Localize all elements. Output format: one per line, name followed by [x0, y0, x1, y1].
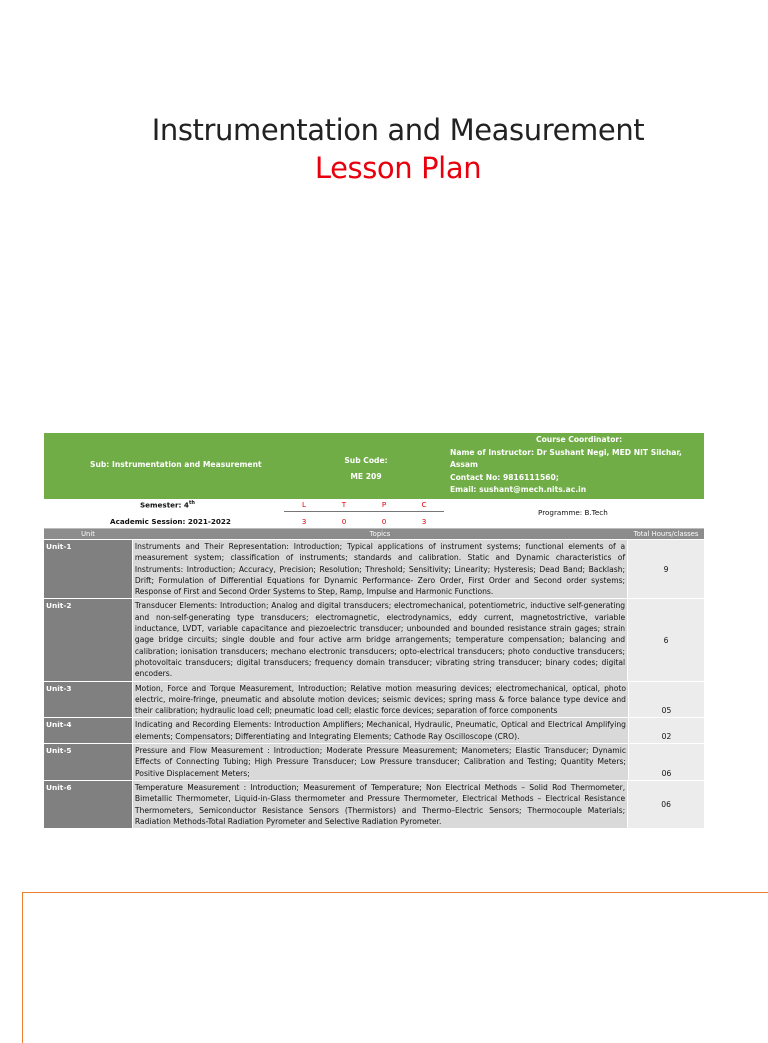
sub-code-block: [344, 453, 388, 485]
ltpc-value-c: 3: [421, 517, 427, 526]
ltpc-label-p: P: [381, 500, 387, 509]
table-header: [44, 529, 704, 539]
instructor-name: Name of Instructor: Dr Sushant Negi, MED NIT Silchar, Assam: [450, 447, 682, 469]
contact-number: Contact No: 9816111560;: [450, 472, 559, 482]
coordinator-block: [450, 434, 704, 497]
topics-cell: Instruments and Their Representation: Introduction; Typical applications of instrument systems; functional elements of a measurement system; classification of instruments; standards and calibration. Static and Dynamic characteristics of Instruments: Introduction; Accuracy, Precision; Resolution; Threshold; Sensitivity; Linearity; Hysteresis; Dead Band; Backlash; Drift; Formulation of Differential Equations for Dynamic Performance- Zero Order, First Order and Second order systems; Response of First and Second Order Systems to Step, Ramp, Impulse and Harmonic Functions.: [132, 540, 627, 598]
ltpc-label-c: C: [421, 500, 427, 509]
topics-cell: Transducer Elements: Introduction; Analog and digital transducers; electromechanical, potentiometric, inductive self-generating and non-self-generating type transducers; electromagnetic, electrodynamics, eddy current, magnetostrictive, variable inductance, LVDT, variable capacitance and piezoelectric transducer; unbounded and bounded resistance strain gages; strain gage bridge circuits; single double and four active arm bridge arrangements; temperature compensation; balancing and calibration; ionisation transducers; mechano electronic transducers; opto-electrical transducers; photo conductive transducers; photovoltaic transducers; digital transducers; frequency domain transducer; vibrating string transducer; binary codes; digital encoders.: [132, 599, 627, 680]
unit-cell: Unit-2: [44, 599, 132, 680]
hours-cell: 06: [627, 781, 704, 828]
email-address: Email: sushant@mech.nits.ac.in: [450, 485, 587, 494]
topics-cell: Indicating and Recording Elements: Introduction Amplifiers; Mechanical, Hydraulic, Pneumatic, Optical and Electrical Amplifying elements; Compensators; Differentiating and Integrating Elements; Cathode Ray Oscilloscope (CRO).: [132, 718, 628, 743]
unit-cell: Unit-4: [44, 718, 132, 743]
sub-code-label: Sub Code:: [344, 456, 388, 465]
table-row: [44, 681, 704, 718]
unit-cell: Unit-1: [44, 540, 132, 598]
decorative-frame: [22, 892, 768, 1043]
ltpc-label-l: L: [301, 500, 306, 509]
lesson-plan-table: [44, 433, 704, 866]
sub-code-value: ME 209: [350, 472, 382, 481]
ltpc-grid: [284, 500, 444, 526]
subject-label: Sub: Instrumentation and Measurement: [90, 460, 262, 469]
column-header-topics: Topics: [369, 530, 391, 538]
unit-cell: Unit-3: [44, 682, 132, 718]
hours-cell: 6: [627, 599, 704, 680]
hours-cell: 05: [628, 682, 704, 718]
document-subtitle: Lesson Plan: [314, 151, 482, 185]
hours-cell: 9: [627, 540, 704, 598]
table-row: [44, 539, 704, 598]
topics-cell: Temperature Measurement : Introduction; Measurement of Temperature; Non Electrical Methods – Solid Rod Thermometer, Bimetallic Thermometer, Liquid-in-Glass thermometer and Pressure Thermometer, Electrical Methods – Electrical Resistance Thermometers, Semiconductor Resistance Sensors (Thermistors) and Thermo–Electric Sensors; Thermocouple Materials; Radiation Methods-Total Radiation Pyrometer and Selective Radiation Pyrometer.: [132, 781, 627, 828]
coordinator-heading: Course Coordinator:: [536, 435, 623, 444]
programme-label: Programme: B.Tech: [538, 508, 608, 517]
semester-label: Semester: 4th: [140, 500, 195, 510]
table-row: [44, 780, 704, 828]
unit-cell: Unit-6: [44, 781, 132, 828]
ltpc-label-t: T: [341, 500, 347, 509]
semester-row: [44, 499, 704, 529]
column-header-unit: Unit: [81, 530, 95, 538]
ltpc-value-l: 3: [301, 517, 307, 526]
ltpc-value-t: 0: [341, 517, 347, 526]
academic-session: Academic Session: 2021-2022: [110, 517, 231, 526]
ltpc-value-p: 0: [381, 517, 387, 526]
course-header: [44, 433, 704, 499]
hours-cell: 02: [628, 718, 704, 743]
hours-cell: 06: [628, 744, 704, 780]
topics-cell: Motion, Force and Torque Measurement, Introduction; Relative motion measuring devices; electromechanical, optical, photo electric, moire-fringe, pneumatic and absolute motion devices; seismic devices; spring mass & force balance type device and their calibration; hydraulic load cell; pneumatic load cell; elastic force devices; separation of force components: [132, 682, 628, 718]
table-row: [44, 717, 704, 743]
topics-cell: Pressure and Flow Measurement : Introduction; Moderate Pressure Measurement; Manometers; Elastic Transducer; Dynamic Effects of Connecting Tubing; High Pressure Transducer; Low Pressure transducer; Calibration and Testing; Quantity Meters; Positive Displacement Meters;: [132, 744, 628, 780]
unit-cell: Unit-5: [44, 744, 132, 780]
table-row: [44, 598, 704, 680]
table-row: [44, 743, 704, 780]
column-header-hours: Total Hours/classes: [633, 530, 699, 538]
document-title: Instrumentation and Measurement: [151, 113, 645, 147]
